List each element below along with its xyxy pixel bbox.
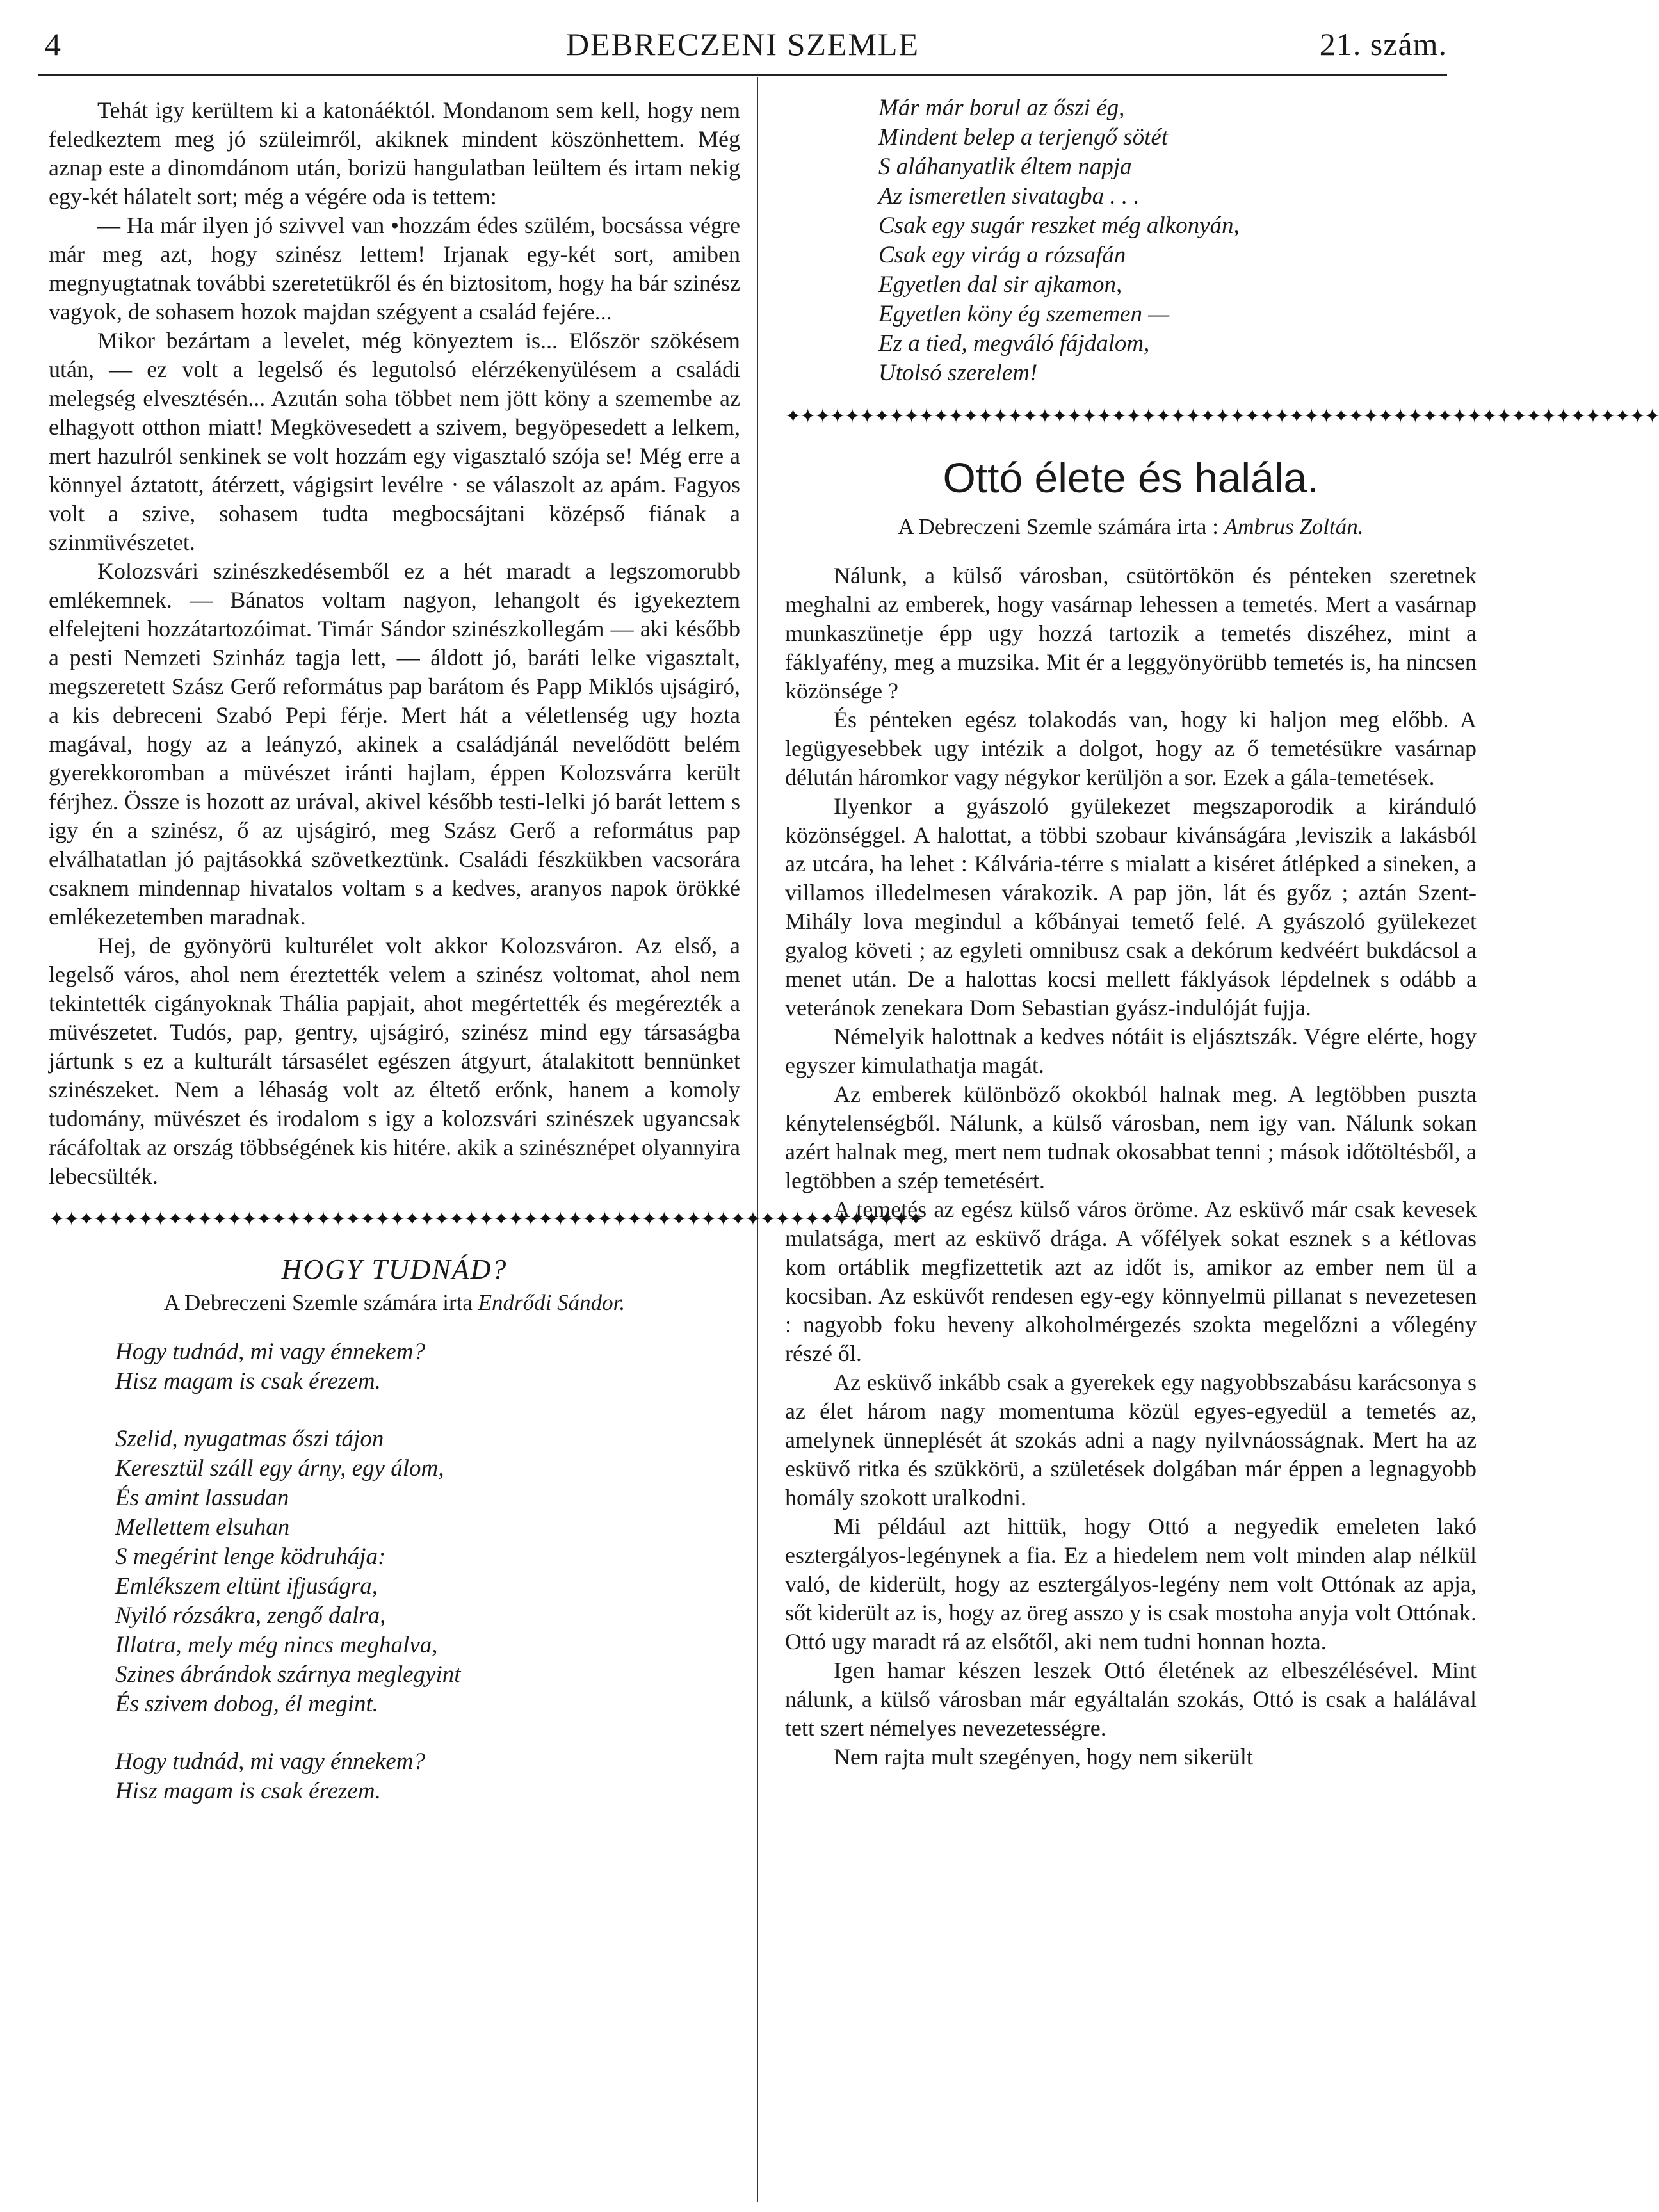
poem-line: S aláhanyatlik éltem napja <box>878 154 1132 180</box>
poem-line: S megérint lenge ködruhája: <box>115 1544 386 1570</box>
paragraph: Az esküvő inkább csak a gyerekek egy nagyobbszabásu karácsonya s az élet három nagy momentuma közül egyes-egyedül a temetés az, amelynek ünneplését át szokás adni a nagy nyilvnáosságnak. Mert ha az esküvő ritka és szükkörü, a születések dolgában már éppen a legnagyobb homály szokott uralkodni. <box>785 1369 1477 1510</box>
column-divider <box>757 77 758 2202</box>
paragraph: Nem rajta mult szegényen, hogy nem sikerült <box>834 1744 1253 1770</box>
ornament-divider: ✦✦✦✦✦✦✦✦✦✦✦✦✦✦✦✦✦✦✦✦✦✦✦✦✦✦✦✦✦✦✦✦✦✦✦✦✦✦✦✦✦✦✦✦✦✦✦✦✦✦✦✦✦✦✦✦✦✦✦ <box>785 406 1659 427</box>
poem-line: Szines ábrándok szárnya meglegyint <box>115 1661 461 1688</box>
paragraph: Mikor bezártam a levelet, még könyeztem is... Először szökésem után, — ez volt a legelső és legutolsó elérzékenyülésem a családi melegség elvesztésén... Azután soha többet nem jött köny a szemembe az elhagyott otthon miatt! Megkövesedett a szivem, begyöpesedett a lelkem, mert hazulról senkinek se volt hozzám egy vigasztaló szója se! Még erre a könnyel áztatott, átérzett, vágigsirt levélre · se válaszolt az apám. Fagyos volt a szive, sohasem tudta megbocsájtani középső fiának a szinmüvészetet. <box>49 328 740 555</box>
poem-line: És szivem dobog, él megint. <box>115 1691 379 1717</box>
issue-number: 21. szám. <box>1319 26 1447 62</box>
left-column <box>49 96 923 1834</box>
paragraph: Igen hamar készen leszek Ottó életének az elbeszélésével. Mint nálunk, a külső városban már egyáltalán szokás, Ottó is csak a halálával tett szert némelyes nevezetességre. <box>785 1658 1477 1741</box>
poem-line: Illatra, mely még nincs meghalva, <box>115 1632 438 1658</box>
poem-author: Endrődi Sándor. <box>478 1290 626 1315</box>
poem-line: Egyetlen köny ég szememen — <box>878 301 1170 327</box>
poem-line: Csak egy sugár reszket még alkonyán, <box>878 213 1240 239</box>
stanza-1 <box>115 1337 740 1396</box>
poem <box>115 1337 740 1806</box>
poem-line: Már már borul az őszi ég, <box>878 95 1125 121</box>
poem-line: Nyiló rózsákra, zengő dalra, <box>115 1602 386 1629</box>
paragraph: És pénteken egész tolakodás van, hogy ki haljon meg előbb. A legügyesebbek ugy intézik a dolgot, hogy az ő temetésükre vasárnap délután háromkor vagy négykor kerüljön a sor. Ezek a gála-temetések. <box>785 707 1477 790</box>
stanza-2 <box>115 1425 740 1719</box>
poem-title: HOGY TUDNÁD? <box>281 1254 508 1285</box>
page-header <box>38 23 1447 76</box>
poem-line: Hisz magam is csak érezem. <box>115 1368 381 1394</box>
paragraph: Hej, de gyönyörü kulturélet volt akkor Kolozsváron. Az első, a legelső város, ahol nem éreztették velem a szinész voltomat, ahol nem tekintették cigányoknak Thália papjait, ahot megértették és megérezték a müvészetet. Tudós, pap, gentry, ujságiró, szinész mind egy társaságba jártunk s ez a kulturált társasélet egészen átgyurt, átalakitott bennünket szinészeket. Nem a léhaság volt az éltető erőnk, hanem a komoly tudomány, müvészet és irodalom s igy a kolozsvári szinészek ugyancsak rácáfoltak az ország többségének kis hitére. akik a szinésznépet olyannyira lebecsülték. <box>49 933 740 1189</box>
poem-line: Mindent belep a terjengő sötét <box>878 124 1169 150</box>
poem-line: Keresztül száll egy árny, egy álom, <box>115 1455 444 1481</box>
article-author: Ambrus Zoltán. <box>1224 514 1364 539</box>
article-title: Ottó élete és halála. <box>943 454 1319 501</box>
paragraph: Az emberek különböző okokból halnak meg. A legtöbben puszta kénytelenségből. Nálunk, a külső városban, nem igy van. Nálunk sokan azért halnak meg, mert nem tudnak okosabbat tenni ; mások időtöltésből, a legtöbben a szép temetésért. <box>785 1081 1477 1193</box>
poem-byline <box>49 1288 740 1318</box>
page-number: 4 <box>45 26 61 62</box>
ornament-divider: ✦✦✦✦✦✦✦✦✦✦✦✦✦✦✦✦✦✦✦✦✦✦✦✦✦✦✦✦✦✦✦✦✦✦✦✦✦✦✦✦✦✦✦✦✦✦✦✦✦✦✦✦✦✦✦✦✦✦✦ <box>49 1209 923 1230</box>
paragraph: Ilyenkor a gyászoló gyülekezet megszaporodik a kiránduló közönséggel. A halottat, a többi szobaur kivánságára ,leviszik a lakásból az utcára, ha lehet : Kálvária-térre s mialatt a kiséret átlépked a sineken, a villamos illedelmesen várakozik. A pap jön, lát és győz ; aztán Szent-Mihály lova megindul a kőbányai temető felé. A gyászoló gyülekezet gyalog követi ; az egyleti omnibusz csak a dekórum kedvéért bukdácsol a menet után. De a halottas kocsi mellett fáklyások lépdelnek s odább a veteránok zenekara Dom Sebastian gyász-indulóját fujja. <box>785 793 1477 1021</box>
poem-line: Mellettem elsuhan <box>115 1514 290 1540</box>
right-column <box>785 93 1659 1772</box>
paragraph: — Ha már ilyen jó szivvel van •hozzám édes szülém, bocsássa végre már meg azt, hogy szinész lettem! Irjanak egy-két sort, amiben megnyugtatnak további szeretetükről és én biztositom, hogy ha bár szinész vagyok, de sohasem hozok majdan szégyent a család fejére... <box>49 213 740 325</box>
poem-line: Ez a tied, megváló fájdalom, <box>878 330 1150 357</box>
poem-line: Egyetlen dal sir ajkamon, <box>878 271 1122 298</box>
paragraph: Nálunk, a külső városban, csütörtökön és pénteken szeretnek meghalni az emberek, hogy vasárnap lehessen a temetés. Mert a vasárnap munkaszünetje épp ugy hozzá tartozik a temetés diszéhez, mint a fáklyafény, meg a muzsika. Mit ér a leggyönyörübb temetés is, ha nincsen közönsége ? <box>785 563 1477 704</box>
poem-line: Emlékszem eltünt ifjuságra, <box>115 1573 378 1599</box>
poem-line: Hisz magam is csak érezem. <box>115 1778 381 1804</box>
poem-continuation <box>878 93 1477 388</box>
paragraph: Tehát igy kerültem ki a katonáéktól. Mondanom sem kell, hogy nem feledkeztem meg jó szüleimről, akiknek mindent köszönhettem. Még aznap este a dinomdánom után, borizü hangulatban leültem és irtam nekig egy-két hálatelt sort; még a végére oda is tettem: <box>49 97 740 209</box>
paragraph: Mi például azt hittük, hogy Ottó a negyedik emeleten lakó esztergályos-legénynek a fia. Ez a hiedelem nem volt minden alap nélkül való, de kiderült, hogy az esztergályos-legény nem volt Ottónak az apja, sőt kiderült az is, hogy az öreg asszo y is csak mostoha anyja volt Ottónak. Ottó ugy maradt rá az elsőtől, aki nem tudni honnan hozta. <box>785 1514 1477 1654</box>
paragraph: Kolozsvári szinészkedésemből ez a hét maradt a legszomorubb emlékemnek. — Bánatos voltam nagyon, lehangolt és igyekeztem elfelejteni hozzátartozóimat. Timár Sándor szinészkollegám — aki később a pesti Nemzeti Szinház tagja lett, — áldott jó, baráti lelke vigasztalt, megszeretett Szász Gerő református pap barátom és Papp Miklós ujságiró, a kis debreceni Szabó Pepi férje. Mert hát a véletlenség ugy hozta magával, hogy az a leányzó, akinek a családjánál nevelődött belém gyerekkoromban a müvészet iránti hajlam, éppen Kolozsvárra került férjhez. Össze is hozott az urával, akivel később testi-lelki jó barát lettem s igy én a szinész, ő az ujságiró, meg Szász Gerő a református pap elválhatatlan jó pajtásokká szövetkeztünk. Családi fészkükben vacsorára csaknem mindennap hivatalos voltam s a kedves, aranyos napok örökké emlékezetemben maradnak. <box>49 558 740 930</box>
article-byline <box>785 512 1477 542</box>
stanza-3 <box>115 1747 740 1806</box>
poem-line: Csak egy virág a rózsafán <box>878 242 1126 268</box>
poem-line: Szelid, nyugatmas őszi tájon <box>115 1426 384 1452</box>
poem-line: Hogy tudnád, mi vagy énnekem? <box>115 1339 425 1365</box>
journal-title: DEBRECZENI SZEMLE <box>565 26 920 62</box>
poem-line: Hogy tudnád, mi vagy énnekem? <box>115 1748 425 1775</box>
paragraph: A temetés az egész külső város öröme. Az esküvő már csak kevesek mulatsága, mert az esküvő drága. A vőfélyek sokat esznek s a kétlovas kom ortáblik megfizettetik azt az időt is, amikor az ember nem ül a kocsiban. Az esküvőt rendesen egy-egy könnyelmü pillanat s nevezetesen : nagyobb foku heveny alkoholmérgezés szokta megelőzni a vőlegény részé ől. <box>785 1197 1477 1366</box>
poem-line: Utolsó szerelem! <box>878 360 1038 386</box>
byline-prefix: A Debreczeni Szemle számára irta : <box>898 514 1218 539</box>
poem-line: Az ismeretlen sivatagba . . . <box>878 183 1140 209</box>
poem-line: És amint lassudan <box>115 1485 289 1511</box>
byline-prefix: A Debreczeni Szemle számára irta <box>163 1290 473 1315</box>
paragraph: Némelyik halottnak a kedves nótáit is eljásztszák. Végre elérte, hogy egyszer kimulathatja magát. <box>785 1024 1477 1078</box>
